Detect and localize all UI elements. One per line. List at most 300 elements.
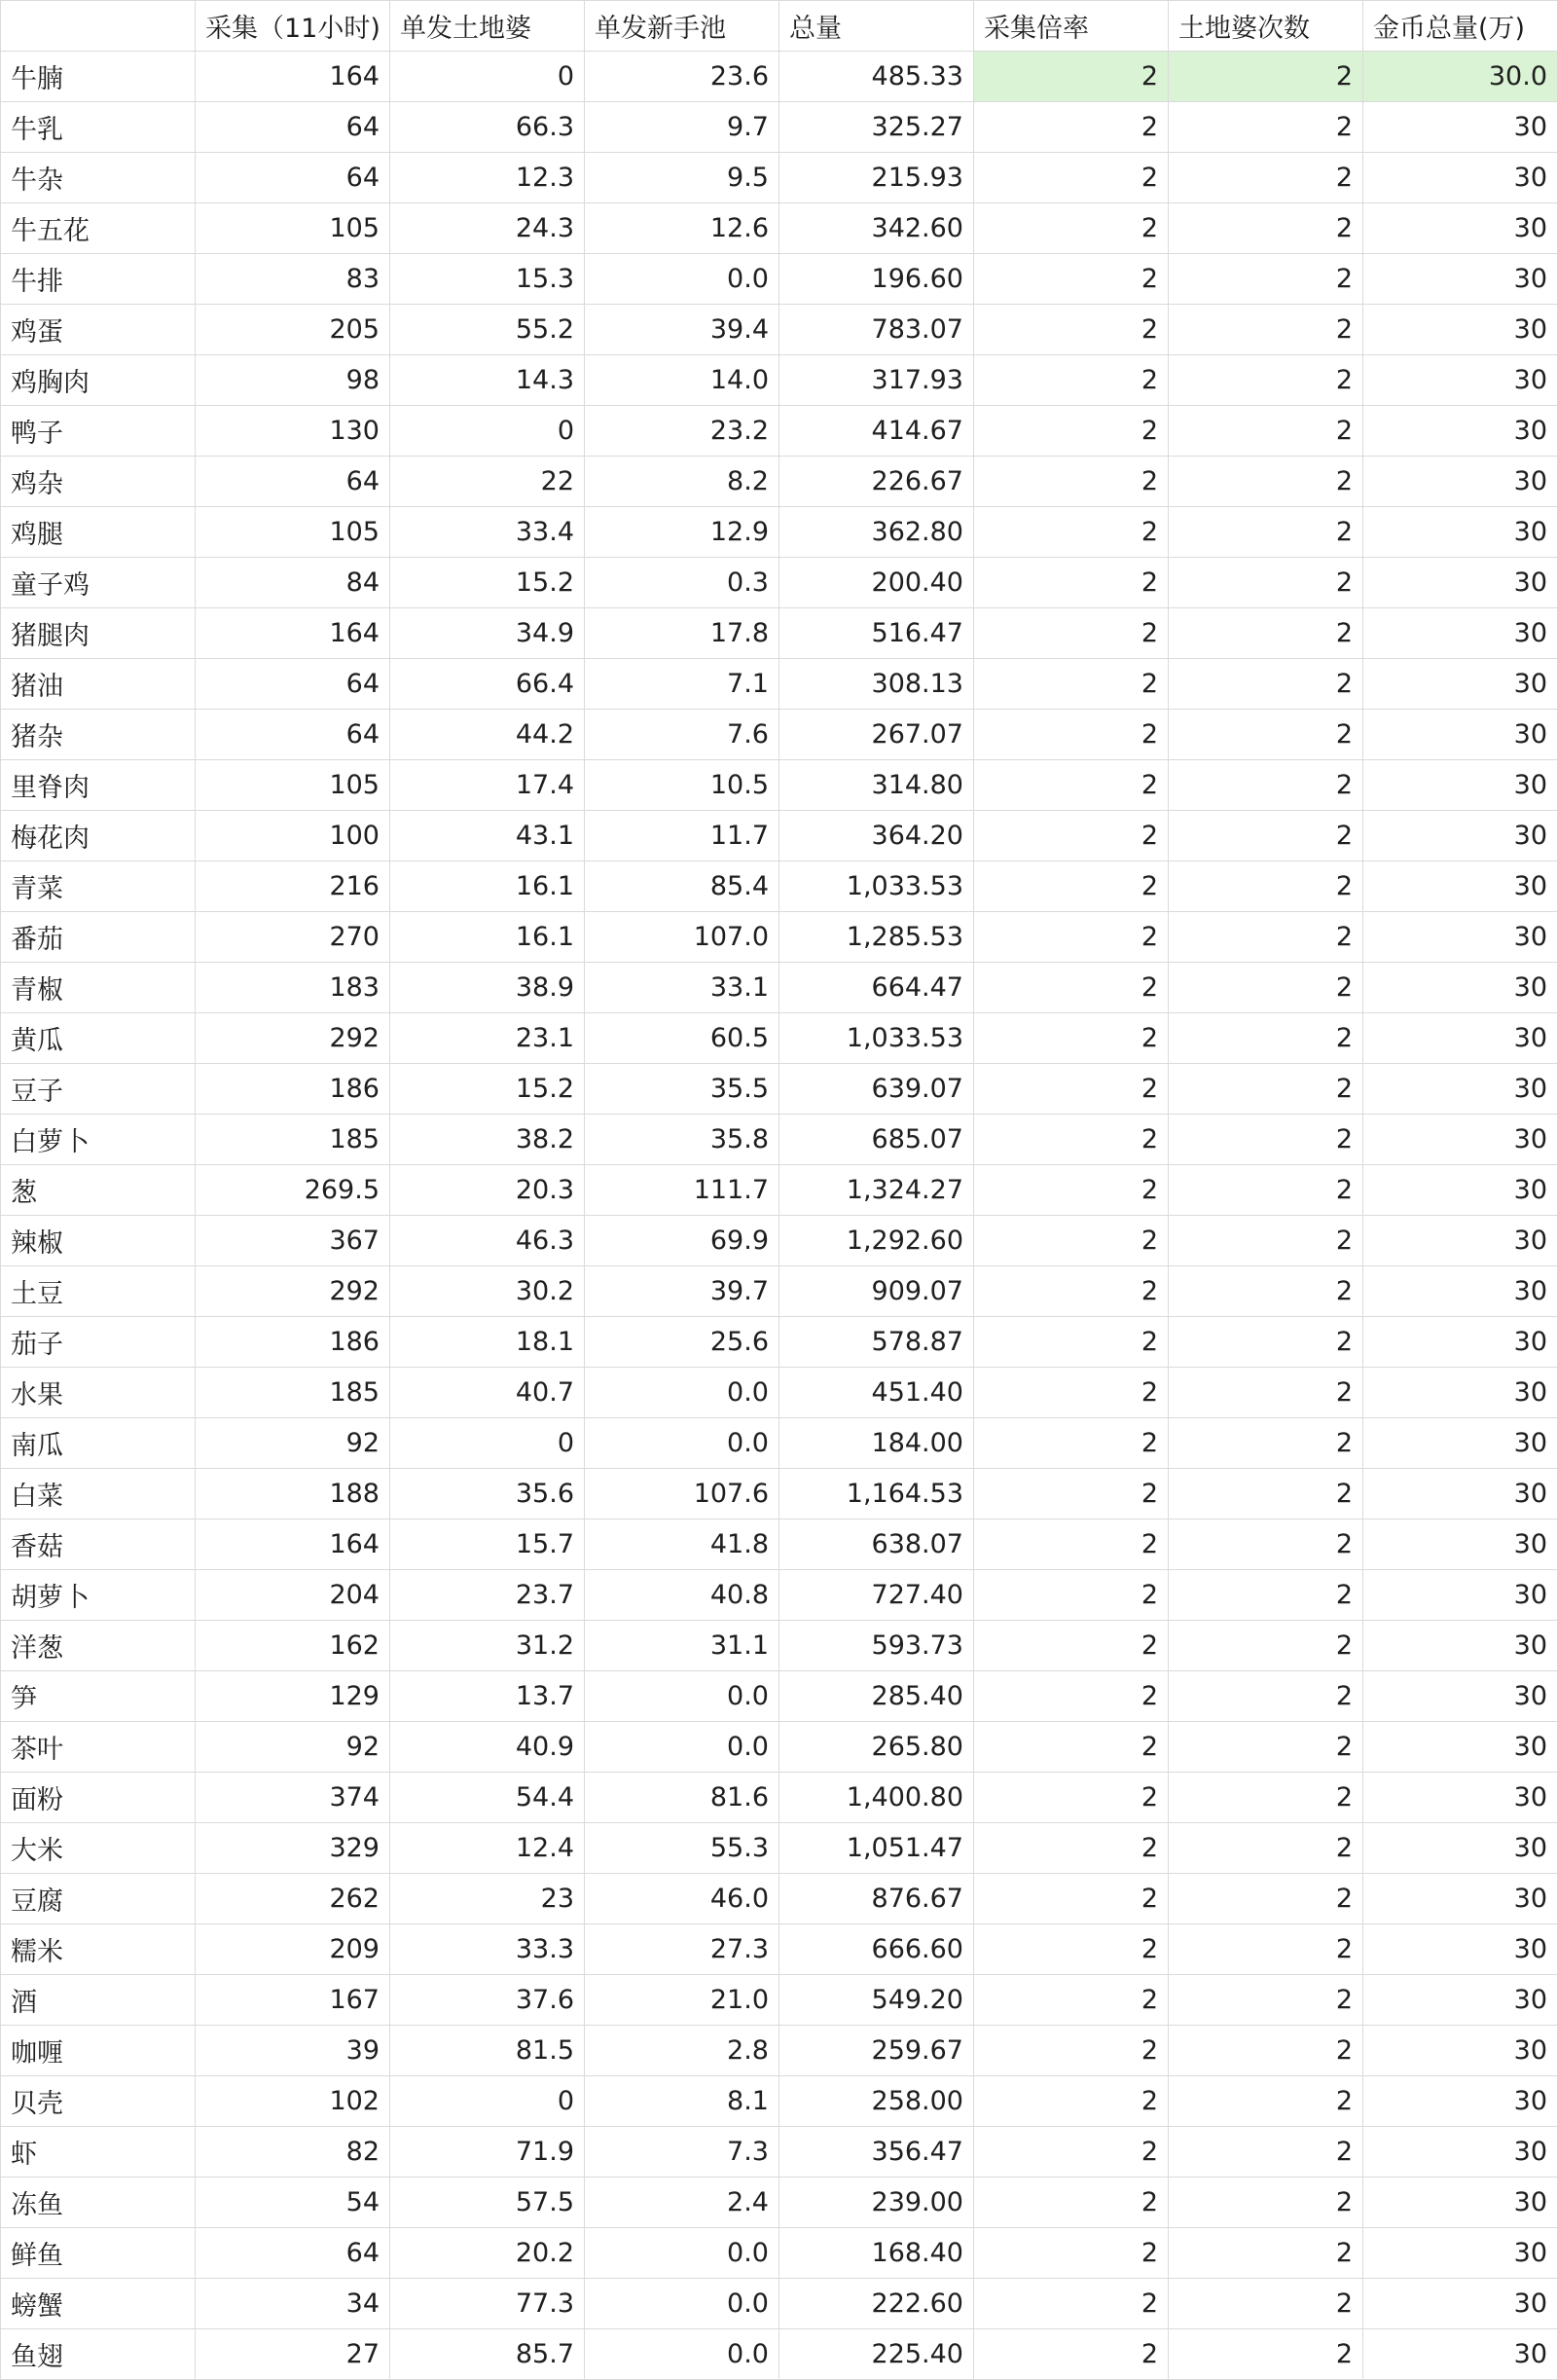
single-tudipo-cell[interactable]: 40.7 (390, 1368, 585, 1418)
gold-total-cell[interactable]: 30 (1363, 1520, 1557, 1570)
single-tudipo-cell[interactable]: 20.2 (390, 2228, 585, 2279)
single-tudipo-cell[interactable]: 15.2 (390, 558, 585, 608)
single-newbie-pool-cell[interactable]: 11.7 (585, 811, 779, 861)
gold-total-cell[interactable]: 30 (1363, 1115, 1557, 1165)
gold-total-cell[interactable]: 30.0 (1363, 52, 1557, 102)
total-cell[interactable]: 664.47 (779, 963, 974, 1013)
single-newbie-pool-cell[interactable]: 9.5 (585, 153, 779, 203)
collect-multiplier-cell[interactable]: 2 (974, 1722, 1169, 1773)
collect-cell[interactable]: 374 (196, 1773, 390, 1823)
total-cell[interactable]: 1,033.53 (779, 861, 974, 912)
single-tudipo-cell[interactable]: 0 (390, 406, 585, 457)
single-newbie-pool-cell[interactable]: 39.4 (585, 305, 779, 355)
collect-cell[interactable]: 27 (196, 2329, 390, 2380)
collect-cell[interactable]: 105 (196, 760, 390, 811)
single-newbie-pool-cell[interactable]: 2.4 (585, 2178, 779, 2228)
total-cell[interactable]: 285.40 (779, 1671, 974, 1722)
collect-multiplier-cell[interactable]: 2 (974, 912, 1169, 963)
single-tudipo-cell[interactable]: 77.3 (390, 2279, 585, 2329)
total-cell[interactable]: 267.07 (779, 710, 974, 760)
collect-cell[interactable]: 64 (196, 2228, 390, 2279)
total-cell[interactable]: 308.13 (779, 659, 974, 710)
tudipo-count-cell[interactable]: 2 (1169, 963, 1363, 1013)
collect-multiplier-cell[interactable]: 2 (974, 2026, 1169, 2076)
item-name-cell[interactable]: 鸡胸肉 (1, 355, 196, 406)
collect-cell[interactable]: 183 (196, 963, 390, 1013)
collect-cell[interactable]: 64 (196, 457, 390, 507)
item-name-cell[interactable]: 香菇 (1, 1520, 196, 1570)
single-newbie-pool-cell[interactable]: 12.6 (585, 203, 779, 254)
single-tudipo-cell[interactable]: 24.3 (390, 203, 585, 254)
tudipo-count-cell[interactable]: 2 (1169, 1115, 1363, 1165)
gold-total-cell[interactable]: 30 (1363, 1064, 1557, 1115)
gold-total-cell[interactable]: 30 (1363, 305, 1557, 355)
collect-multiplier-cell[interactable]: 2 (974, 305, 1169, 355)
tudipo-count-cell[interactable]: 2 (1169, 2076, 1363, 2127)
gold-total-cell[interactable]: 30 (1363, 861, 1557, 912)
item-name-cell[interactable]: 鱼翅 (1, 2329, 196, 2380)
item-name-cell[interactable]: 猪油 (1, 659, 196, 710)
collect-cell[interactable]: 130 (196, 406, 390, 457)
collect-multiplier-cell[interactable]: 2 (974, 2076, 1169, 2127)
tudipo-count-cell[interactable]: 2 (1169, 2178, 1363, 2228)
single-tudipo-cell[interactable]: 0 (390, 52, 585, 102)
collect-multiplier-cell[interactable]: 2 (974, 507, 1169, 558)
single-newbie-pool-cell[interactable]: 41.8 (585, 1520, 779, 1570)
gold-total-cell[interactable]: 30 (1363, 1317, 1557, 1368)
header-cell-single-newbie-pool[interactable]: 单发新手池 (585, 1, 779, 52)
item-name-cell[interactable]: 糯米 (1, 1924, 196, 1975)
gold-total-cell[interactable]: 30 (1363, 102, 1557, 153)
gold-total-cell[interactable]: 30 (1363, 355, 1557, 406)
item-name-cell[interactable]: 虾 (1, 2127, 196, 2178)
collect-cell[interactable]: 164 (196, 1520, 390, 1570)
collect-multiplier-cell[interactable]: 2 (974, 963, 1169, 1013)
total-cell[interactable]: 168.40 (779, 2228, 974, 2279)
single-tudipo-cell[interactable]: 14.3 (390, 355, 585, 406)
tudipo-count-cell[interactable]: 2 (1169, 1520, 1363, 1570)
collect-cell[interactable]: 167 (196, 1975, 390, 2026)
single-tudipo-cell[interactable]: 23.7 (390, 1570, 585, 1621)
collect-cell[interactable]: 185 (196, 1368, 390, 1418)
total-cell[interactable]: 485.33 (779, 52, 974, 102)
single-newbie-pool-cell[interactable]: 7.6 (585, 710, 779, 760)
collect-multiplier-cell[interactable]: 2 (974, 558, 1169, 608)
item-name-cell[interactable]: 咖喱 (1, 2026, 196, 2076)
item-name-cell[interactable]: 豆子 (1, 1064, 196, 1115)
item-name-cell[interactable]: 洋葱 (1, 1621, 196, 1671)
single-newbie-pool-cell[interactable]: 0.0 (585, 254, 779, 305)
single-tudipo-cell[interactable]: 15.7 (390, 1520, 585, 1570)
single-tudipo-cell[interactable]: 66.3 (390, 102, 585, 153)
total-cell[interactable]: 727.40 (779, 1570, 974, 1621)
item-name-cell[interactable]: 南瓜 (1, 1418, 196, 1469)
single-tudipo-cell[interactable]: 18.1 (390, 1317, 585, 1368)
single-newbie-pool-cell[interactable]: 7.1 (585, 659, 779, 710)
collect-cell[interactable]: 292 (196, 1266, 390, 1317)
total-cell[interactable]: 325.27 (779, 102, 974, 153)
item-name-cell[interactable]: 冻鱼 (1, 2178, 196, 2228)
single-tudipo-cell[interactable]: 71.9 (390, 2127, 585, 2178)
total-cell[interactable]: 639.07 (779, 1064, 974, 1115)
total-cell[interactable]: 200.40 (779, 558, 974, 608)
gold-total-cell[interactable]: 30 (1363, 254, 1557, 305)
single-tudipo-cell[interactable]: 34.9 (390, 608, 585, 659)
collect-multiplier-cell[interactable]: 2 (974, 2178, 1169, 2228)
collect-cell[interactable]: 102 (196, 2076, 390, 2127)
header-cell-item[interactable] (1, 1, 196, 52)
tudipo-count-cell[interactable]: 2 (1169, 912, 1363, 963)
tudipo-count-cell[interactable]: 2 (1169, 1671, 1363, 1722)
total-cell[interactable]: 1,164.53 (779, 1469, 974, 1520)
item-name-cell[interactable]: 牛排 (1, 254, 196, 305)
collect-cell[interactable]: 185 (196, 1115, 390, 1165)
total-cell[interactable]: 783.07 (779, 305, 974, 355)
item-name-cell[interactable]: 笋 (1, 1671, 196, 1722)
collect-cell[interactable]: 164 (196, 52, 390, 102)
single-tudipo-cell[interactable]: 40.9 (390, 1722, 585, 1773)
item-name-cell[interactable]: 贝壳 (1, 2076, 196, 2127)
single-tudipo-cell[interactable]: 81.5 (390, 2026, 585, 2076)
collect-cell[interactable]: 367 (196, 1216, 390, 1266)
item-name-cell[interactable]: 猪杂 (1, 710, 196, 760)
tudipo-count-cell[interactable]: 2 (1169, 760, 1363, 811)
collect-cell[interactable]: 64 (196, 659, 390, 710)
single-newbie-pool-cell[interactable]: 35.8 (585, 1115, 779, 1165)
collect-cell[interactable]: 83 (196, 254, 390, 305)
single-newbie-pool-cell[interactable]: 14.0 (585, 355, 779, 406)
single-newbie-pool-cell[interactable]: 25.6 (585, 1317, 779, 1368)
single-newbie-pool-cell[interactable]: 12.9 (585, 507, 779, 558)
single-tudipo-cell[interactable]: 30.2 (390, 1266, 585, 1317)
gold-total-cell[interactable]: 30 (1363, 1621, 1557, 1671)
gold-total-cell[interactable]: 30 (1363, 2228, 1557, 2279)
collect-multiplier-cell[interactable]: 2 (974, 102, 1169, 153)
single-tudipo-cell[interactable]: 54.4 (390, 1773, 585, 1823)
collect-multiplier-cell[interactable]: 2 (974, 2279, 1169, 2329)
item-name-cell[interactable]: 青菜 (1, 861, 196, 912)
single-newbie-pool-cell[interactable]: 23.2 (585, 406, 779, 457)
item-name-cell[interactable]: 葱 (1, 1165, 196, 1216)
collect-cell[interactable]: 92 (196, 1418, 390, 1469)
single-tudipo-cell[interactable]: 0 (390, 1418, 585, 1469)
total-cell[interactable]: 364.20 (779, 811, 974, 861)
item-name-cell[interactable]: 白菜 (1, 1469, 196, 1520)
total-cell[interactable]: 414.67 (779, 406, 974, 457)
single-newbie-pool-cell[interactable]: 10.5 (585, 760, 779, 811)
single-newbie-pool-cell[interactable]: 55.3 (585, 1823, 779, 1874)
header-cell-single-tudipo[interactable]: 单发土地婆 (390, 1, 585, 52)
single-newbie-pool-cell[interactable]: 60.5 (585, 1013, 779, 1064)
collect-cell[interactable]: 262 (196, 1874, 390, 1924)
gold-total-cell[interactable]: 30 (1363, 608, 1557, 659)
total-cell[interactable]: 317.93 (779, 355, 974, 406)
total-cell[interactable]: 593.73 (779, 1621, 974, 1671)
single-tudipo-cell[interactable]: 55.2 (390, 305, 585, 355)
collect-cell[interactable]: 269.5 (196, 1165, 390, 1216)
collect-cell[interactable]: 64 (196, 710, 390, 760)
gold-total-cell[interactable]: 30 (1363, 1418, 1557, 1469)
total-cell[interactable]: 222.60 (779, 2279, 974, 2329)
collect-multiplier-cell[interactable]: 2 (974, 608, 1169, 659)
tudipo-count-cell[interactable]: 2 (1169, 1418, 1363, 1469)
tudipo-count-cell[interactable]: 2 (1169, 558, 1363, 608)
single-tudipo-cell[interactable]: 38.2 (390, 1115, 585, 1165)
single-tudipo-cell[interactable]: 23 (390, 1874, 585, 1924)
gold-total-cell[interactable]: 30 (1363, 558, 1557, 608)
gold-total-cell[interactable]: 30 (1363, 153, 1557, 203)
collect-multiplier-cell[interactable]: 2 (974, 203, 1169, 254)
tudipo-count-cell[interactable]: 2 (1169, 1621, 1363, 1671)
tudipo-count-cell[interactable]: 2 (1169, 254, 1363, 305)
collect-cell[interactable]: 98 (196, 355, 390, 406)
gold-total-cell[interactable]: 30 (1363, 406, 1557, 457)
tudipo-count-cell[interactable]: 2 (1169, 861, 1363, 912)
total-cell[interactable]: 1,400.80 (779, 1773, 974, 1823)
collect-multiplier-cell[interactable]: 2 (974, 1874, 1169, 1924)
collect-multiplier-cell[interactable]: 2 (974, 153, 1169, 203)
single-newbie-pool-cell[interactable]: 23.6 (585, 52, 779, 102)
gold-total-cell[interactable]: 30 (1363, 912, 1557, 963)
tudipo-count-cell[interactable]: 2 (1169, 1216, 1363, 1266)
tudipo-count-cell[interactable]: 2 (1169, 2228, 1363, 2279)
tudipo-count-cell[interactable]: 2 (1169, 457, 1363, 507)
single-newbie-pool-cell[interactable]: 40.8 (585, 1570, 779, 1621)
total-cell[interactable]: 215.93 (779, 153, 974, 203)
gold-total-cell[interactable]: 30 (1363, 1874, 1557, 1924)
collect-multiplier-cell[interactable]: 2 (974, 1621, 1169, 1671)
item-name-cell[interactable]: 黄瓜 (1, 1013, 196, 1064)
total-cell[interactable]: 225.40 (779, 2329, 974, 2380)
tudipo-count-cell[interactable]: 2 (1169, 203, 1363, 254)
collect-multiplier-cell[interactable]: 2 (974, 1216, 1169, 1266)
item-name-cell[interactable]: 青椒 (1, 963, 196, 1013)
single-tudipo-cell[interactable]: 22 (390, 457, 585, 507)
tudipo-count-cell[interactable]: 2 (1169, 2329, 1363, 2380)
gold-total-cell[interactable]: 30 (1363, 2026, 1557, 2076)
gold-total-cell[interactable]: 30 (1363, 1823, 1557, 1874)
single-newbie-pool-cell[interactable]: 17.8 (585, 608, 779, 659)
gold-total-cell[interactable]: 30 (1363, 1216, 1557, 1266)
collect-cell[interactable]: 186 (196, 1064, 390, 1115)
gold-total-cell[interactable]: 30 (1363, 1368, 1557, 1418)
single-tudipo-cell[interactable]: 46.3 (390, 1216, 585, 1266)
item-name-cell[interactable]: 牛杂 (1, 153, 196, 203)
tudipo-count-cell[interactable]: 2 (1169, 1013, 1363, 1064)
single-tudipo-cell[interactable]: 38.9 (390, 963, 585, 1013)
collect-multiplier-cell[interactable]: 2 (974, 1266, 1169, 1317)
header-cell-collect-multiplier[interactable]: 采集倍率 (974, 1, 1169, 52)
item-name-cell[interactable]: 酒 (1, 1975, 196, 2026)
single-newbie-pool-cell[interactable]: 81.6 (585, 1773, 779, 1823)
tudipo-count-cell[interactable]: 2 (1169, 355, 1363, 406)
single-tudipo-cell[interactable]: 37.6 (390, 1975, 585, 2026)
collect-cell[interactable]: 34 (196, 2279, 390, 2329)
total-cell[interactable]: 1,285.53 (779, 912, 974, 963)
total-cell[interactable]: 1,292.60 (779, 1216, 974, 1266)
gold-total-cell[interactable]: 30 (1363, 203, 1557, 254)
collect-cell[interactable]: 54 (196, 2178, 390, 2228)
header-cell-gold-total[interactable]: 金币总量(万) (1363, 1, 1557, 52)
total-cell[interactable]: 258.00 (779, 2076, 974, 2127)
collect-multiplier-cell[interactable]: 2 (974, 1823, 1169, 1874)
total-cell[interactable]: 196.60 (779, 254, 974, 305)
gold-total-cell[interactable]: 30 (1363, 2279, 1557, 2329)
item-name-cell[interactable]: 鸡杂 (1, 457, 196, 507)
single-newbie-pool-cell[interactable]: 0.0 (585, 1418, 779, 1469)
tudipo-count-cell[interactable]: 2 (1169, 1570, 1363, 1621)
item-name-cell[interactable]: 白萝卜 (1, 1115, 196, 1165)
single-tudipo-cell[interactable]: 66.4 (390, 659, 585, 710)
collect-cell[interactable]: 105 (196, 507, 390, 558)
gold-total-cell[interactable]: 30 (1363, 2329, 1557, 2380)
gold-total-cell[interactable]: 30 (1363, 2127, 1557, 2178)
single-newbie-pool-cell[interactable]: 0.0 (585, 1671, 779, 1722)
collect-multiplier-cell[interactable]: 2 (974, 1013, 1169, 1064)
item-name-cell[interactable]: 猪腿肉 (1, 608, 196, 659)
tudipo-count-cell[interactable]: 2 (1169, 1368, 1363, 1418)
collect-multiplier-cell[interactable]: 2 (974, 254, 1169, 305)
tudipo-count-cell[interactable]: 2 (1169, 1317, 1363, 1368)
header-cell-total[interactable]: 总量 (779, 1, 974, 52)
gold-total-cell[interactable]: 30 (1363, 1722, 1557, 1773)
single-tudipo-cell[interactable]: 17.4 (390, 760, 585, 811)
single-tudipo-cell[interactable]: 15.3 (390, 254, 585, 305)
tudipo-count-cell[interactable]: 2 (1169, 710, 1363, 760)
collect-multiplier-cell[interactable]: 2 (974, 659, 1169, 710)
single-newbie-pool-cell[interactable]: 8.1 (585, 2076, 779, 2127)
collect-cell[interactable]: 216 (196, 861, 390, 912)
total-cell[interactable]: 342.60 (779, 203, 974, 254)
collect-multiplier-cell[interactable]: 2 (974, 1520, 1169, 1570)
gold-total-cell[interactable]: 30 (1363, 1924, 1557, 1975)
single-tudipo-cell[interactable]: 13.7 (390, 1671, 585, 1722)
collect-multiplier-cell[interactable]: 2 (974, 1064, 1169, 1115)
gold-total-cell[interactable]: 30 (1363, 1165, 1557, 1216)
single-tudipo-cell[interactable]: 12.3 (390, 153, 585, 203)
tudipo-count-cell[interactable]: 2 (1169, 1722, 1363, 1773)
item-name-cell[interactable]: 童子鸡 (1, 558, 196, 608)
tudipo-count-cell[interactable]: 2 (1169, 1266, 1363, 1317)
total-cell[interactable]: 1,033.53 (779, 1013, 974, 1064)
collect-cell[interactable]: 186 (196, 1317, 390, 1368)
single-newbie-pool-cell[interactable]: 8.2 (585, 457, 779, 507)
gold-total-cell[interactable]: 30 (1363, 963, 1557, 1013)
collect-cell[interactable]: 205 (196, 305, 390, 355)
single-newbie-pool-cell[interactable]: 33.1 (585, 963, 779, 1013)
gold-total-cell[interactable]: 30 (1363, 760, 1557, 811)
single-newbie-pool-cell[interactable]: 46.0 (585, 1874, 779, 1924)
single-tudipo-cell[interactable]: 33.3 (390, 1924, 585, 1975)
gold-total-cell[interactable]: 30 (1363, 2178, 1557, 2228)
gold-total-cell[interactable]: 30 (1363, 1570, 1557, 1621)
gold-total-cell[interactable]: 30 (1363, 710, 1557, 760)
item-name-cell[interactable]: 鸡蛋 (1, 305, 196, 355)
single-tudipo-cell[interactable]: 15.2 (390, 1064, 585, 1115)
tudipo-count-cell[interactable]: 2 (1169, 811, 1363, 861)
gold-total-cell[interactable]: 30 (1363, 1013, 1557, 1064)
tudipo-count-cell[interactable]: 2 (1169, 2026, 1363, 2076)
total-cell[interactable]: 1,324.27 (779, 1165, 974, 1216)
single-tudipo-cell[interactable]: 20.3 (390, 1165, 585, 1216)
total-cell[interactable]: 239.00 (779, 2178, 974, 2228)
gold-total-cell[interactable]: 30 (1363, 1773, 1557, 1823)
single-tudipo-cell[interactable]: 33.4 (390, 507, 585, 558)
gold-total-cell[interactable]: 30 (1363, 1671, 1557, 1722)
collect-multiplier-cell[interactable]: 2 (974, 2228, 1169, 2279)
single-newbie-pool-cell[interactable]: 7.3 (585, 2127, 779, 2178)
collect-multiplier-cell[interactable]: 2 (974, 710, 1169, 760)
collect-multiplier-cell[interactable]: 2 (974, 1570, 1169, 1621)
collect-multiplier-cell[interactable]: 2 (974, 2127, 1169, 2178)
single-newbie-pool-cell[interactable]: 0.0 (585, 1722, 779, 1773)
tudipo-count-cell[interactable]: 2 (1169, 2127, 1363, 2178)
item-name-cell[interactable]: 大米 (1, 1823, 196, 1874)
tudipo-count-cell[interactable]: 2 (1169, 1165, 1363, 1216)
total-cell[interactable]: 578.87 (779, 1317, 974, 1368)
tudipo-count-cell[interactable]: 2 (1169, 1924, 1363, 1975)
collect-cell[interactable]: 105 (196, 203, 390, 254)
header-cell-tudipo-count[interactable]: 土地婆次数 (1169, 1, 1363, 52)
single-newbie-pool-cell[interactable]: 31.1 (585, 1621, 779, 1671)
collect-cell[interactable]: 92 (196, 1722, 390, 1773)
item-name-cell[interactable]: 螃蟹 (1, 2279, 196, 2329)
gold-total-cell[interactable]: 30 (1363, 1975, 1557, 2026)
collect-cell[interactable]: 64 (196, 102, 390, 153)
item-name-cell[interactable]: 里脊肉 (1, 760, 196, 811)
collect-cell[interactable]: 162 (196, 1621, 390, 1671)
collect-multiplier-cell[interactable]: 2 (974, 1317, 1169, 1368)
collect-multiplier-cell[interactable]: 2 (974, 1671, 1169, 1722)
total-cell[interactable]: 516.47 (779, 608, 974, 659)
total-cell[interactable]: 356.47 (779, 2127, 974, 2178)
single-tudipo-cell[interactable]: 16.1 (390, 912, 585, 963)
single-newbie-pool-cell[interactable]: 107.6 (585, 1469, 779, 1520)
collect-multiplier-cell[interactable]: 2 (974, 760, 1169, 811)
collect-cell[interactable]: 82 (196, 2127, 390, 2178)
single-tudipo-cell[interactable]: 44.2 (390, 710, 585, 760)
single-newbie-pool-cell[interactable]: 111.7 (585, 1165, 779, 1216)
single-newbie-pool-cell[interactable]: 35.5 (585, 1064, 779, 1115)
collect-multiplier-cell[interactable]: 2 (974, 2329, 1169, 2380)
total-cell[interactable]: 184.00 (779, 1418, 974, 1469)
single-newbie-pool-cell[interactable]: 0.0 (585, 2279, 779, 2329)
item-name-cell[interactable]: 土豆 (1, 1266, 196, 1317)
collect-multiplier-cell[interactable]: 2 (974, 1418, 1169, 1469)
total-cell[interactable]: 1,051.47 (779, 1823, 974, 1874)
single-tudipo-cell[interactable]: 23.1 (390, 1013, 585, 1064)
tudipo-count-cell[interactable]: 2 (1169, 2279, 1363, 2329)
collect-cell[interactable]: 164 (196, 608, 390, 659)
collect-cell[interactable]: 188 (196, 1469, 390, 1520)
total-cell[interactable]: 876.67 (779, 1874, 974, 1924)
tudipo-count-cell[interactable]: 2 (1169, 659, 1363, 710)
gold-total-cell[interactable]: 30 (1363, 811, 1557, 861)
gold-total-cell[interactable]: 30 (1363, 1266, 1557, 1317)
item-name-cell[interactable]: 辣椒 (1, 1216, 196, 1266)
tudipo-count-cell[interactable]: 2 (1169, 507, 1363, 558)
collect-cell[interactable]: 329 (196, 1823, 390, 1874)
total-cell[interactable]: 549.20 (779, 1975, 974, 2026)
collect-multiplier-cell[interactable]: 2 (974, 1115, 1169, 1165)
single-tudipo-cell[interactable]: 31.2 (390, 1621, 585, 1671)
total-cell[interactable]: 362.80 (779, 507, 974, 558)
single-newbie-pool-cell[interactable]: 0.3 (585, 558, 779, 608)
item-name-cell[interactable]: 面粉 (1, 1773, 196, 1823)
header-cell-collect[interactable]: 采集（11小时) (196, 1, 390, 52)
single-tudipo-cell[interactable]: 85.7 (390, 2329, 585, 2380)
tudipo-count-cell[interactable]: 2 (1169, 1773, 1363, 1823)
